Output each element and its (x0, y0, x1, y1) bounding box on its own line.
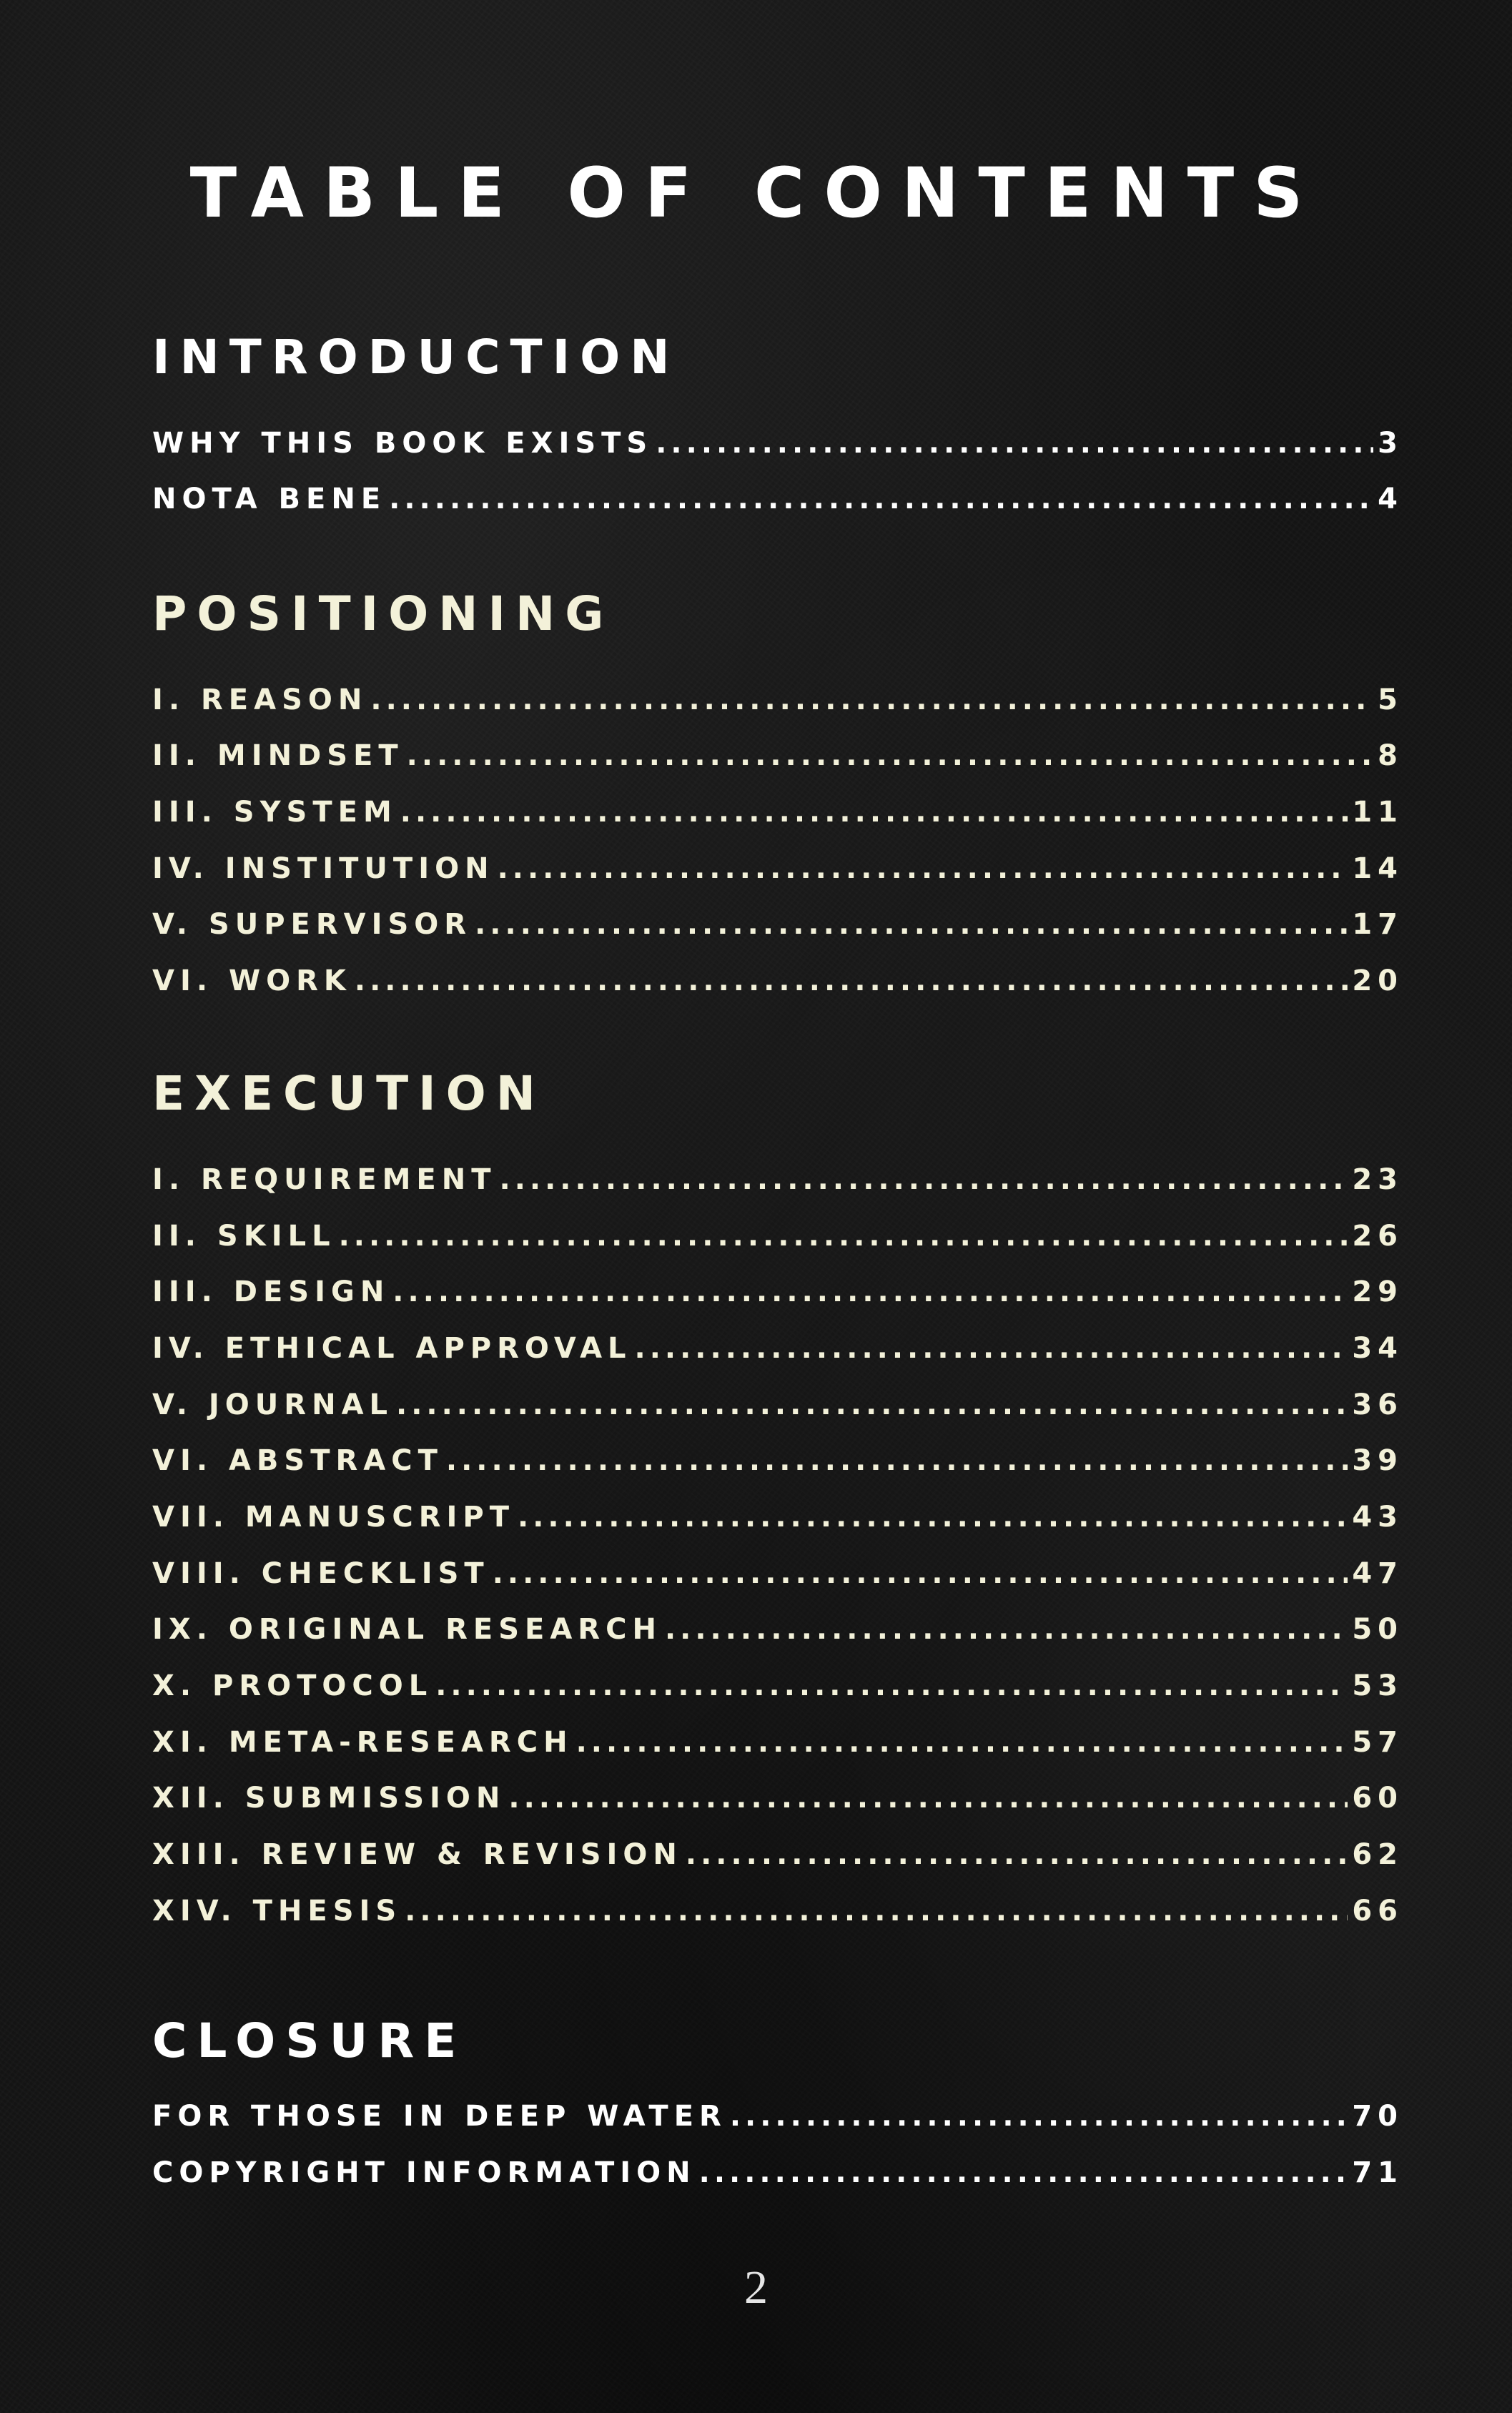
toc-entry-label: IV. ETHICAL APPROVAL (152, 1332, 632, 1365)
toc-entry-page: 57 (1352, 1726, 1403, 1759)
toc-entry-label: IV. INSTITUTION (152, 852, 495, 885)
dot-leader (656, 422, 1373, 465)
toc-entry-design[interactable] (152, 1270, 1403, 1313)
section-heading-introduction: INTRODUCTION (152, 330, 680, 385)
toc-entry-page: 39 (1352, 1444, 1403, 1477)
toc-entry-submission[interactable] (152, 1777, 1403, 1820)
toc-entry-meta-research[interactable] (152, 1721, 1403, 1764)
dot-leader (730, 2095, 1348, 2138)
dot-leader (339, 1215, 1348, 1258)
toc-entry-reason[interactable] (152, 678, 1403, 721)
toc-entry-label: VIII. CHECKLIST (152, 1557, 490, 1590)
toc-entry-page: 23 (1352, 1163, 1403, 1196)
toc-entry-nota-bene[interactable] (152, 478, 1403, 520)
toc-entry-page: 47 (1352, 1557, 1403, 1590)
dot-leader (389, 478, 1373, 520)
toc-entry-skill[interactable] (152, 1215, 1403, 1258)
dot-leader (500, 1158, 1348, 1201)
toc-entry-requirement[interactable] (152, 1158, 1403, 1201)
toc-entry-page: 71 (1352, 2156, 1403, 2189)
toc-entry-page: 29 (1352, 1275, 1403, 1308)
toc-entry-institution[interactable] (152, 847, 1403, 890)
toc-entry-label: I. REQUIREMENT (152, 1163, 497, 1196)
toc-entry-page: 20 (1352, 964, 1403, 997)
toc-entry-page: 53 (1352, 1669, 1403, 1702)
toc-entry-ethical-approval[interactable] (152, 1327, 1403, 1370)
page-title: TABLE OF CONTENTS (189, 153, 1323, 233)
toc-entry-label: II. SKILL (152, 1220, 336, 1253)
toc-entry-copyright-information[interactable] (152, 2151, 1403, 2194)
dot-leader (699, 2151, 1348, 2194)
toc-entry-mindset[interactable] (152, 734, 1403, 777)
dot-leader (686, 1833, 1348, 1876)
toc-entry-manuscript[interactable] (152, 1496, 1403, 1539)
toc-entry-abstract[interactable] (152, 1439, 1403, 1482)
dot-leader (475, 903, 1348, 946)
toc-entry-label: VI. ABSTRACT (152, 1444, 443, 1477)
section-heading-closure: CLOSURE (152, 2013, 467, 2068)
section-heading-positioning: POSITIONING (152, 586, 614, 641)
dot-leader (396, 1383, 1348, 1426)
section-heading-execution: EXECUTION (152, 1066, 546, 1121)
toc-entry-label: XIV. THESIS (152, 1895, 402, 1928)
toc-entry-label: FOR THOSE IN DEEP WATER (152, 2100, 727, 2133)
dot-leader (405, 1890, 1348, 1933)
toc-entry-label: IX. ORIGINAL RESEARCH (152, 1613, 662, 1646)
toc-entry-page: 14 (1352, 852, 1403, 885)
toc-entry-label: VI. WORK (152, 964, 352, 997)
toc-entry-label: X. PROTOCOL (152, 1669, 433, 1702)
toc-entry-page: 43 (1352, 1501, 1403, 1534)
toc-entry-page: 60 (1352, 1782, 1403, 1815)
toc-entry-page: 5 (1378, 684, 1403, 716)
toc-entry-review-revision[interactable] (152, 1833, 1403, 1876)
dot-leader (518, 1496, 1348, 1539)
toc-entry-label: III. DESIGN (152, 1275, 390, 1308)
dot-leader (435, 1664, 1348, 1707)
toc-entry-page: 26 (1352, 1220, 1403, 1253)
toc-entry-page: 17 (1352, 908, 1403, 941)
toc-entry-page: 50 (1352, 1613, 1403, 1646)
dot-leader (665, 1608, 1348, 1651)
dot-leader (407, 734, 1373, 777)
toc-entry-thesis[interactable] (152, 1890, 1403, 1933)
dot-leader (576, 1721, 1348, 1764)
dot-leader (508, 1777, 1348, 1820)
toc-entry-label: XIII. REVIEW & REVISION (152, 1838, 683, 1871)
toc-entry-checklist[interactable] (152, 1552, 1403, 1595)
toc-entry-page: 4 (1378, 483, 1403, 515)
toc-entry-journal[interactable] (152, 1383, 1403, 1426)
toc-entry-page: 11 (1352, 796, 1403, 829)
dot-leader (493, 1552, 1348, 1595)
toc-entry-why-this-book-exists[interactable] (152, 422, 1403, 465)
toc-entry-page: 36 (1352, 1388, 1403, 1421)
toc-entry-page: 66 (1352, 1895, 1403, 1928)
toc-entry-page: 8 (1378, 739, 1403, 772)
toc-entry-label: II. MINDSET (152, 739, 404, 772)
toc-entry-label: V. JOURNAL (152, 1388, 394, 1421)
dot-leader (446, 1439, 1348, 1482)
toc-entry-label: WHY THIS BOOK EXISTS (152, 427, 653, 460)
toc-entry-label: V. SUPERVISOR (152, 908, 473, 941)
toc-entry-label: VII. MANUSCRIPT (152, 1501, 515, 1534)
toc-entry-work[interactable] (152, 959, 1403, 1002)
toc-entry-page: 70 (1352, 2100, 1403, 2133)
toc-entry-label: XII. SUBMISSION (152, 1782, 506, 1815)
dot-leader (355, 959, 1348, 1002)
dot-leader (392, 1270, 1348, 1313)
dot-leader (400, 791, 1348, 834)
toc-entry-label: I. REASON (152, 684, 368, 716)
toc-entry-label: III. SYSTEM (152, 796, 397, 829)
toc-entry-label: XI. META-RESEARCH (152, 1726, 573, 1759)
toc-entry-page: 3 (1378, 427, 1403, 460)
toc-entry-for-those-in-deep-water[interactable] (152, 2095, 1403, 2138)
dot-leader (635, 1327, 1348, 1370)
toc-entry-label: NOTA BENE (152, 483, 387, 515)
toc-entry-supervisor[interactable] (152, 903, 1403, 946)
dot-leader (370, 678, 1373, 721)
page-number: 2 (744, 2261, 768, 2314)
dot-leader (498, 847, 1348, 890)
toc-entry-page: 34 (1352, 1332, 1403, 1365)
toc-entry-original-research[interactable] (152, 1608, 1403, 1651)
toc-entry-protocol[interactable] (152, 1664, 1403, 1707)
toc-entry-label: COPYRIGHT INFORMATION (152, 2156, 696, 2189)
toc-entry-system[interactable] (152, 791, 1403, 834)
toc-entry-page: 62 (1352, 1838, 1403, 1871)
